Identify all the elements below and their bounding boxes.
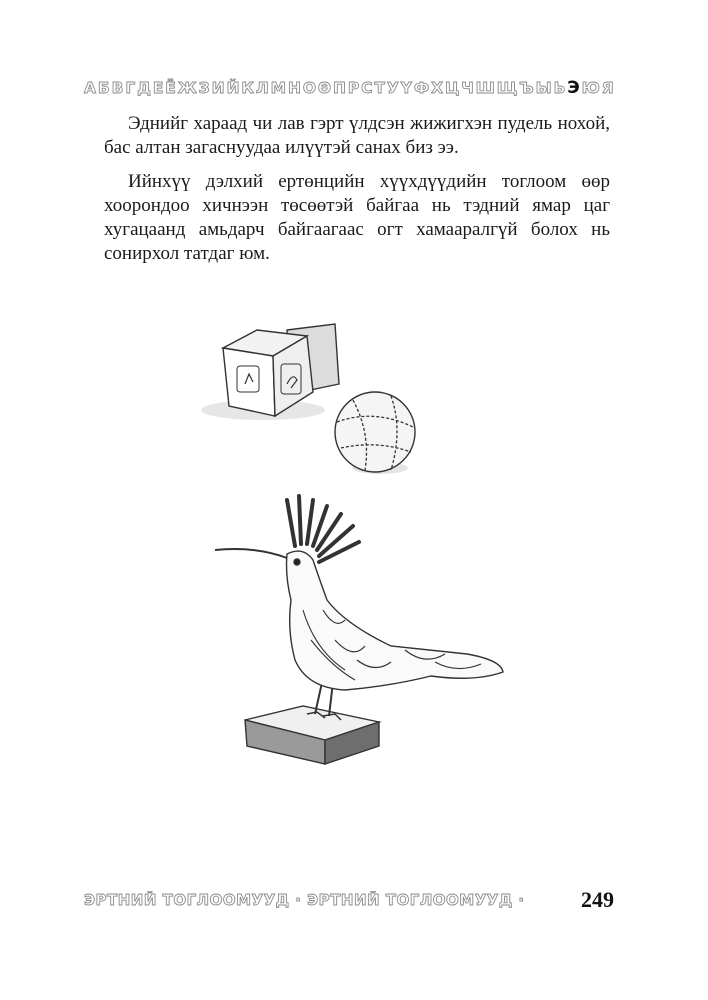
alphabet-letter: Ү [400,79,412,97]
alphabet-letter: Ө [317,79,332,97]
alphabet-letter: Щ [496,79,518,97]
alphabet-header [84,76,614,100]
alphabet-letter: А [84,79,96,97]
toy-block-icon [201,324,339,420]
alphabet-letter: У [386,79,399,97]
alphabet-letter: Ь [553,79,566,97]
alphabet-letter: Ё [165,79,176,97]
alphabet-letter: Я [601,79,614,97]
alphabet-letter: Т [374,79,385,97]
alphabet-letter: Х [431,79,444,97]
alphabet-letter: О [302,79,317,97]
alphabet-letter: Й [226,79,240,97]
alphabet-letter: Д [137,79,151,97]
alphabet-letter: В [111,79,124,97]
alphabet-letter: Ш [475,79,495,97]
toys-illustration [195,310,515,770]
alphabet-letter: С [361,79,373,97]
running-title: ЭРТНИЙ ТОГЛООМУУД · ЭРТНИЙ ТОГЛООМУУД · [84,891,525,909]
alphabet-letter: З [198,79,210,97]
alphabet-letter: Ц [444,79,460,97]
alphabet-letter: Б [97,79,110,97]
alphabet-letter: И [211,79,225,97]
alphabet-letter: Ю [581,79,600,97]
leather-ball-icon [335,392,415,474]
alphabet-letter: К [241,79,254,97]
page-number: 249 [581,887,614,912]
alphabet-letter: Г [125,79,136,97]
body-text [104,112,610,276]
alphabet-letter: Ч [461,79,474,97]
alphabet-letter: Ъ [519,79,534,97]
alphabet-letter: Р [347,79,360,97]
alphabet-letter: Е [152,79,164,97]
alphabet-letter: Н [287,79,301,97]
page-footer [84,884,614,916]
alphabet-letter: Ы [535,79,552,97]
alphabet-letter: Э [567,78,580,98]
paragraph-2: Ийнхүү дэлхий ертөнцийн хүүхдүүдийн тоглоом өөр хоорондоо хичнээн төсөөтэй байгаа нь тэдний ямар цаг хугацаанд амьдарч байгаагаас огт хамааралгүй болох нь сонирхол татдаг юм. [104,171,610,264]
paragraph-1: Эднийг хараад чи лав гэрт үлдсэн жижигхэн пудель нохой, бас алтан загаснуудаа илүүтэй санах биз ээ. [104,113,610,158]
alphabet-letter: Ф [413,79,430,97]
alphabet-letter: П [333,79,346,97]
alphabet-letter: Л [255,79,269,97]
alphabet-letter: М [270,79,287,97]
hoopoe-bird-toy-icon [215,496,503,764]
alphabet-letter: Ж [177,79,197,97]
